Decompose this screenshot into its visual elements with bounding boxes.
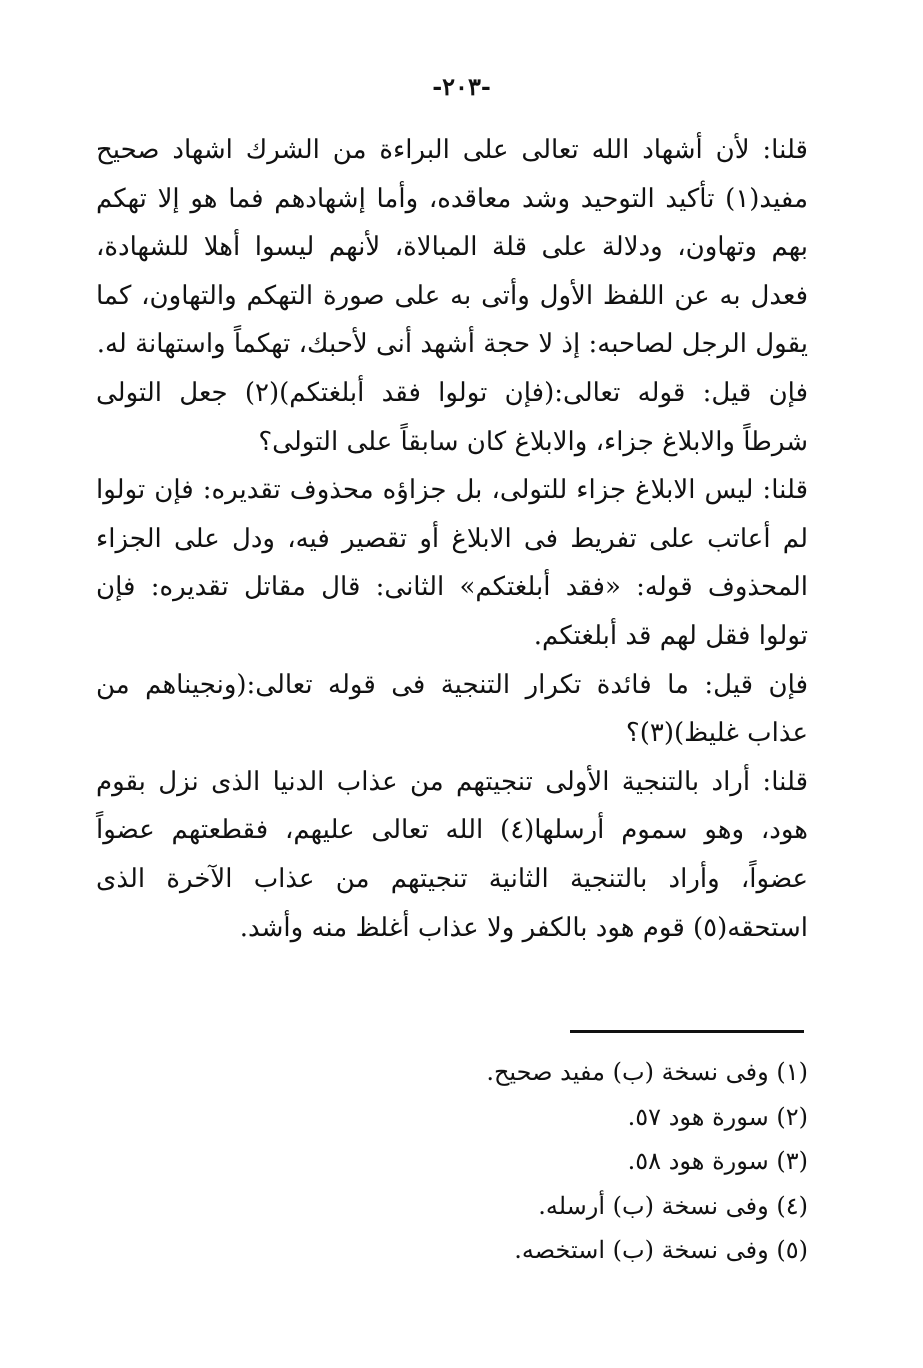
footnote-divider [570,1030,804,1033]
main-text [96,126,808,952]
page-number: -٢٠٣- [432,72,491,101]
paragraph-answer-3: قلنا: أراد بالتنجية الأولى تنجيتهم من عذاب الدنيا الذى نزل بقوم هود، وهو سموم أرسلها(٤) الله تعالى عليهم، فقطعتهم عضواً عضواً، وأراد بالتنجية الثانية تنجيتهم من عذاب الآخرة الذى استحقه(٥) قوم هود بالكفر ولا عذاب أغلظ منه وأشد. [96,766,808,943]
footnote-5: (٥) وفى نسخة (ب) استخصه. [514,1236,808,1265]
footnote-1: (١) وفى نسخة (ب) مفيد صحيح. [486,1058,808,1086]
footnote-3: (٣) سورة هود ٥٨. [627,1147,808,1176]
paragraph-answer-1: قلنا: لأن أشهاد الله تعالى على البراءة من الشرك اشهاد صحيح مفيد(١) تأكيد التوحيد وشد معاقده، وأما إشهادهم فما هو إلا تهكم بهم وتهاون، ودلالة على قلة المبالاة، لأنهم ليسوا أهلا للشهادة، فعدل به عن اللفظ الأول وأتى به على صورة التهكم والتهاون، كما يقول الرجل لصاحبه: إذ لا حجة أشهد أنى لأحبك، تهكماً واستهانة له. [96,135,808,360]
paragraph-answer-2: قلنا: ليس الابلاغ جزاء للتولى، بل جزاؤه محذوف تقديره: فإن تولوا لم أعاتب على تفريط فى الابلاغ أو تقصير فيه، ودل على الجزاء المحذوف قوله: «فقد أبلغتكم» الثانى: قال مقاتل تقديره: فإن تولوا فقل لهم قد أبلغتكم. [96,475,808,651]
footnote-2: (٢) سورة هود ٥٧. [627,1102,808,1131]
footnote-4: (٤) وفى نسخة (ب) أرسله. [538,1191,808,1220]
footnotes [96,1050,808,1273]
paragraph-question-3: فإن قيل: ما فائدة تكرار التنجية فى قوله تعالى:(ونجيناهم من عذاب غليظ)(٣)؟ [96,669,808,749]
paragraph-question-2: فإن قيل: قوله تعالى:(فإن تولوا فقد أبلغتكم)(٢) جعل التولى شرطاً والابلاغ جزاء، والابلاغ كان سابقاً على التولى؟ [96,377,809,457]
